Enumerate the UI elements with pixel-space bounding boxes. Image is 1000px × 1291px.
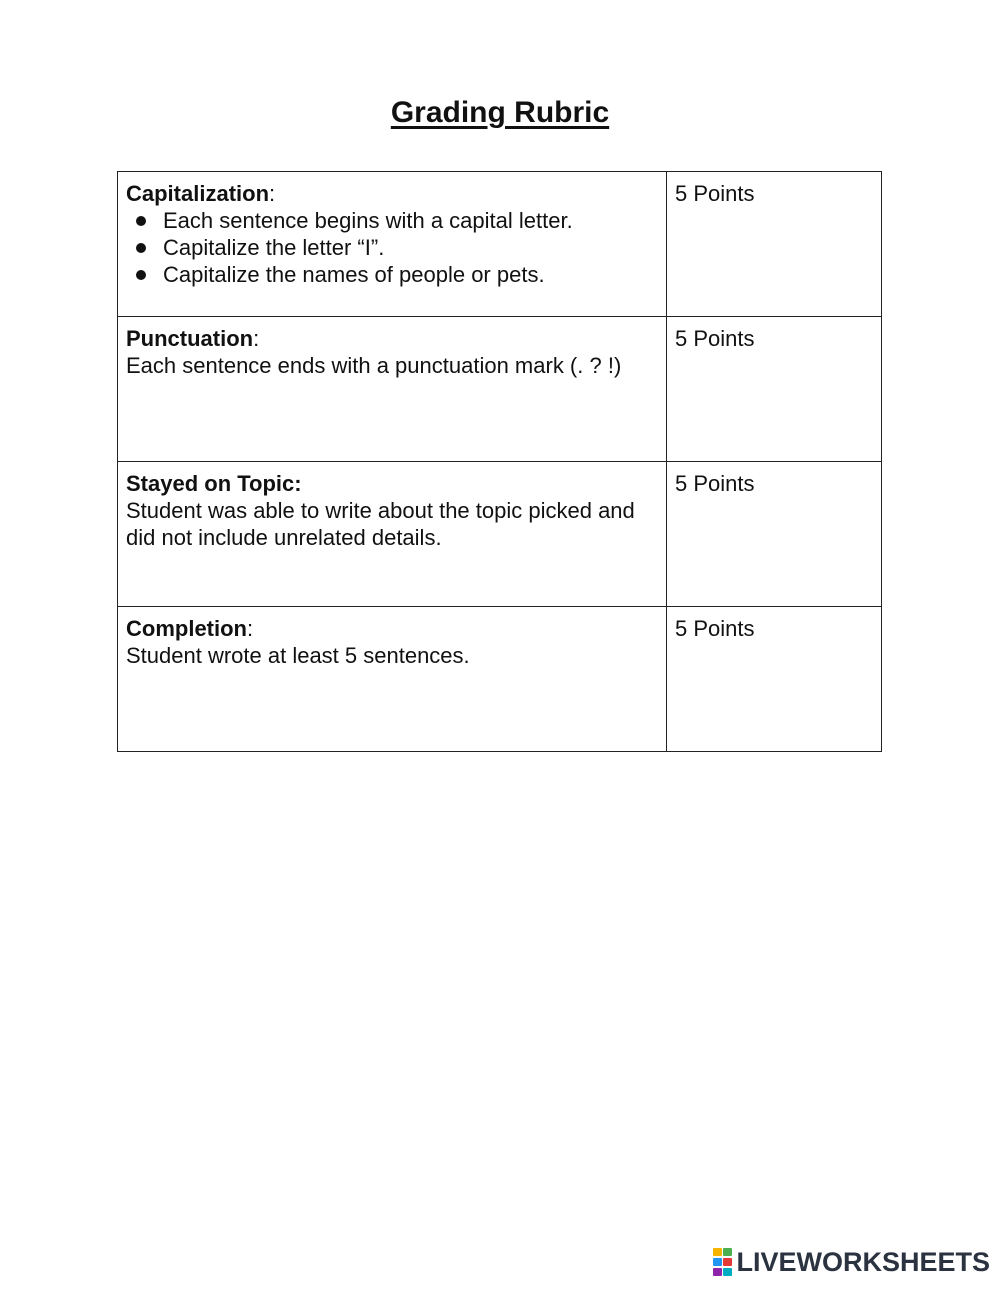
criterion-description: Student wrote at least 5 sentences. (126, 643, 470, 668)
rubric-row-completion (118, 607, 882, 752)
rubric-table (117, 171, 882, 752)
criterion-cell (118, 462, 667, 607)
bullet-item: Capitalize the letter “I”. (126, 234, 658, 261)
criterion-title: Completion (126, 616, 247, 641)
criterion-suffix: : (247, 616, 254, 641)
rubric-row-stayed-on-topic (118, 462, 882, 607)
points-cell: 5 Points (667, 172, 882, 317)
criterion-cell (118, 607, 667, 752)
logo-text: LIVEWORKSHEETS (736, 1246, 990, 1277)
criterion-cell (118, 172, 667, 317)
criterion-title: Capitalization (126, 181, 270, 206)
bullet-item: Capitalize the names of people or pets. (126, 261, 658, 288)
points-cell: 5 Points (667, 462, 882, 607)
page-title: Grading Rubric (390, 96, 610, 129)
criterion-suffix: : (253, 326, 260, 351)
criterion-description: Student was able to write about the topic picked and did not include unrelated details. (126, 498, 635, 550)
liveworksheets-logo (713, 1246, 990, 1277)
bullet-icon (136, 270, 146, 280)
bullet-icon (136, 216, 146, 226)
rubric-row-punctuation (118, 317, 882, 462)
criterion-title: Stayed on Topic: (126, 471, 302, 496)
points-cell: 5 Points (667, 607, 882, 752)
bullet-icon (136, 243, 146, 253)
criterion-cell (118, 317, 667, 462)
points-cell: 5 Points (667, 317, 882, 462)
criterion-description: Each sentence ends with a punctuation mark (. ? !) (126, 353, 622, 378)
criterion-suffix: : (269, 181, 276, 206)
logo-mark-icon (713, 1248, 732, 1277)
criterion-title: Punctuation (126, 326, 254, 351)
bullet-item: Each sentence begins with a capital letter. (126, 207, 658, 234)
rubric-row-capitalization (118, 172, 882, 317)
criterion-bullet-list (126, 207, 658, 288)
